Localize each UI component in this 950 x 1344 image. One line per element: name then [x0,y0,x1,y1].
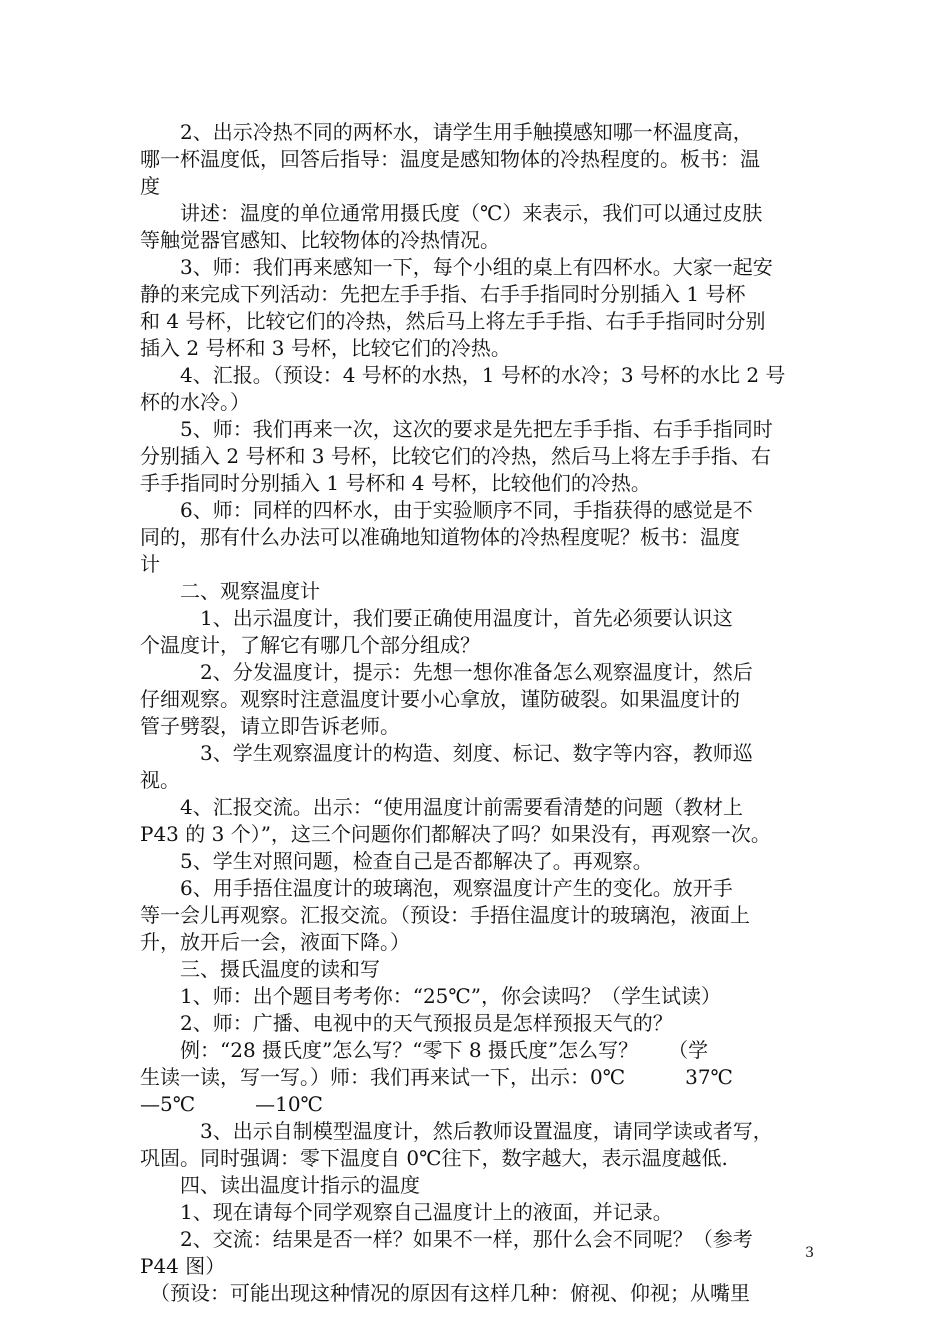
text-line: 5、学生对照问题，检查自己是否都解决了。再观察。 [140,849,653,873]
text-line: 5、师：我们再来一次，这次的要求是先把左手手指、右手手指同时 [140,417,773,441]
section-heading: 二、观察温度计 [140,579,320,603]
text-line: 杯的水冷。） [140,390,250,414]
text-line: 管子劈裂，请立即告诉老师。 [140,714,400,738]
page-number: 3 [805,1245,814,1261]
text-line: P43 的 3 个）”，这三个问题你们都解决了吗？如果没有，再观察一次。 [140,822,771,846]
text-line: 6、师：同样的四杯水，由于实验顺序不同，手指获得的感觉是不 [140,498,753,522]
text-line: P44 图） [140,1254,226,1278]
text-line: 分别插入 2 号杯和 3 号杯，比较它们的冷热，然后马上将左手手指、右 [140,444,771,468]
text-line: 生读一读，写一写。）师：我们再来试一下，出示：0℃ 37℃ [140,1065,733,1089]
text-line: 2、交流：结果是否一样？如果不一样，那什么会不同呢？（参考 [140,1227,753,1251]
text-line: 同的，那有什么办法可以准确地知道物体的冷热程度呢？板书：温度 [140,525,740,549]
text-line: 1、师：出个题目考考你：“25℃”，你会读吗？（学生试读） [140,984,721,1008]
text-line: 6、用手捂住温度计的玻璃泡，观察温度计产生的变化。放开手 [140,876,733,900]
text-line: 个温度计，了解它有哪几个部分组成？ [140,633,480,657]
text-line: 静的来完成下列活动：先把左手手指、右手手指同时分别插入 1 号杯 [140,282,746,306]
text-line: 4、汇报交流。出示：“使用温度计前需要看清楚的问题（教材上 [140,795,743,819]
text-line: 2、分发温度计，提示：先想一想你准备怎么观察温度计，然后 [140,660,753,684]
text-line: 1、出示温度计，我们要正确使用温度计，首先必须要认识这 [140,606,733,630]
text-line: 例：“28 摄氏度”怎么写？“零下 8 摄氏度”怎么写？ （学 [140,1038,709,1062]
text-line: 4、汇报。（预设：4 号杯的水热，1 号杯的水冷；3 号杯的水比 2 号 [140,363,786,387]
section-heading: 四、读出温度计指示的温度 [140,1173,420,1197]
section-heading: 三、摄氏温度的读和写 [140,957,380,981]
text-line: 度 [140,174,160,198]
text-line: 哪一杯温度低，回答后指导：温度是感知物体的冷热程度的。板书：温 [140,147,760,171]
text-line: 3、学生观察温度计的构造、刻度、标记、数字等内容，教师巡 [140,741,753,765]
text-line: 计 [140,552,160,576]
text-line: 1、现在请每个同学观察自己温度计上的液面，并记录。 [140,1200,673,1224]
text-line: 等触觉器官感知、比较物体的冷热情况。 [140,228,500,252]
text-line: 3、出示自制模型温度计，然后教师设置温度，请同学读或者写， [140,1119,773,1143]
text-line: 手手指同时分别插入 1 号杯和 4 号杯，比较他们的冷热。 [140,471,651,495]
text-line: 仔细观察。观察时注意温度计要小心拿放，谨防破裂。如果温度计的 [140,687,740,711]
text-line: 插入 2 号杯和 3 号杯，比较它们的冷热。 [140,336,511,360]
text-line: 和 4 号杯，比较它们的冷热，然后马上将左手手指、右手手指同时分别 [140,309,766,333]
text-line: 讲述：温度的单位通常用摄氏度（℃）来表示，我们可以通过皮肤 [140,201,763,225]
text-line: 3、师：我们再来感知一下，每个小组的桌上有四杯水。大家一起安 [140,255,773,279]
text-line: 升，放开后一会，液面下降。） [140,930,410,954]
text-line: 视。 [140,768,180,792]
text-line: 巩固。同时强调：零下温度自 0℃往下，数字越大，表示温度越低. [140,1146,728,1170]
text-line: 2、师：广播、电视中的天气预报员是怎样预报天气的？ [140,1011,673,1035]
text-line: 2、出示冷热不同的两杯水，请学生用手触摸感知哪一杯温度高， [140,120,753,144]
text-line: —5℃ —10℃ [140,1092,323,1116]
text-line: （预设：可能出现这种情况的原因有这样几种：俯视、仰视；从嘴里 [140,1281,750,1305]
text-line: 等一会儿再观察。汇报交流。（预设：手捂住温度计的玻璃泡，液面上 [140,903,750,927]
